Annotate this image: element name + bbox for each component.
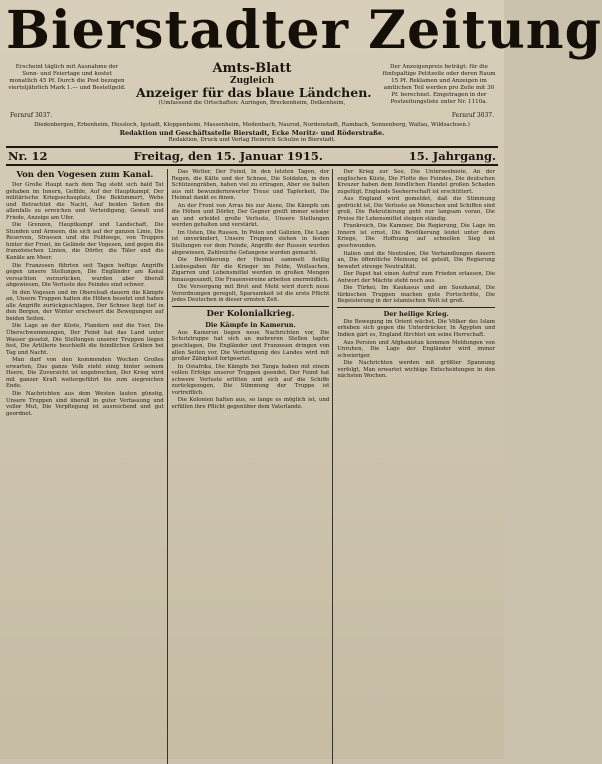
- issue-number: Nr. 12: [8, 149, 48, 163]
- redaktion-line: Redaktion und Geschäftsstelle Bierstadt, Ecke Moritz- und Röderstraße.: [119, 129, 385, 137]
- article-paragraph: Italien und die Neutralen, Die Verhandlungen dauern an, Die öffentliche Meinung ist geteilt, Die Regierung bewahrt strenge Neutralität.: [337, 250, 496, 270]
- article-paragraph: Im Osten, Die Russen, In Polen und Galizien, Die Lage ist unverändert, Unsere Truppen stehen in festen Stellungen vor dem Feinde, Angriffe der Russen wurden abgewiesen, Zahlreiche Gefangene wurden gemacht.: [171, 229, 330, 256]
- article-paragraph: Aus Kamerun liegen neue Nachrichten vor, Die Schutztruppe hat sich an mehreren Stellen tapfer geschlagen, Die Engländer und Franzosen dringen von allen Seiten vor, Die Verteidigung des Landes wird mit großer Zähigkeit fortgesetzt.: [171, 329, 330, 363]
- zugleich-label: Zugleich: [230, 76, 274, 86]
- subhead-kamerun: Die Kämpfe in Kamerun.: [205, 320, 296, 329]
- article-paragraph: In Ostafrika, Die Kämpfe bei Tanga haben mit einem vollen Erfolge unserer Truppen geendet, Der Feind hat schwere Verluste erlitten und sich auf die Schiffe zurückgezogen, Die Stimmung der Truppe ist vortrefflich.: [171, 363, 330, 396]
- article-paragraph: Die Bevölkerung der Heimat sammelt fleißig Liebesgaben für die Krieger im Felde, Wollsachen, Zigarren und Lebensmittel werden in großen Mengen hinausgesandt, Die Frauenvereine arbeiten unermüdlich.: [171, 257, 330, 283]
- places-line: Diedenbergen, Erbenheim, Hessloch, Igstadt, Kloppenheim, Massenheim, Medenbach, Naurod, Nordenstadt, Rambach, Sonnenberg, Wallau, Wildsachsen.): [34, 122, 470, 128]
- col2-body-2: [172, 330, 330, 411]
- col3-body: [337, 169, 495, 305]
- article-paragraph: Die Versorgung mit Brot und Mehl wird durch neue Verordnungen geregelt, Sparsamkeit ist die erste Pflicht jedes Deutschen in dieser ernsten Zeit.: [171, 284, 330, 304]
- article-paragraph: Der Papst hat einen Aufruf zum Frieden erlassen, Die Antwort der Mächte steht noch aus.: [337, 271, 496, 284]
- col1-body: [6, 182, 164, 417]
- advertising-note: Der Anzeigenpreis beträgt: für die fünfspaltige Petitzeile oder deren Raum 15 Pf. Reklamen und Anzeigen im amtlichen Teil werden pro Zeile mit 30 Pf. berechnet. Eingetragen in der Postzeitungsliste unter Nr. 1110a.: [382, 64, 496, 105]
- phone-left: Fernruf 3037.: [10, 112, 53, 119]
- headline-vogesen: Von den Vogesen zum Kanal.: [16, 170, 154, 180]
- article-paragraph: Die Franzosen führten seit Tagen heftige Angriffe gegen unsere Stellungen, Die Engländer am Kanal versuchten vorzurücken, wurden aber überall abgewiesen, Die Verluste des Feindes sind schwer.: [6, 262, 164, 289]
- article-paragraph: Man darf von den kommenden Wochen Großes erwarten, Das ganze Volk steht einig hinter seinem Heere, Die Zuversicht ist ungebrochen, Der Krieg wird mit ganzer Kraft weitergeführt bis zum siegreichen Ende.: [6, 357, 164, 390]
- issue-date: Freitag, den 15. Januar 1915.: [133, 149, 323, 163]
- article-paragraph: Die Türkei, Im Kaukasus und am Suezkanal, Die türkischen Truppen machen gute Fortschritte, Die Begeisterung in der islamischen Welt ist groß.: [337, 285, 496, 305]
- amtsblatt-label: Amts-Blatt: [212, 61, 292, 76]
- column-3: [337, 169, 498, 764]
- headline-kolonialkrieg: Der Kolonialkrieg.: [206, 308, 295, 319]
- phone-right: Fernruf 3037.: [451, 112, 494, 119]
- article-paragraph: Aus England wird gemeldet, daß die Stimmung gedrückt ist, Die Verluste an Menschen und Schiffen sind groß, Die Rekrutierung geht nur langsam voran, Die Preise für Lebensmittel steigen ständig.: [337, 196, 496, 222]
- article-paragraph: Die Kolonien halten aus, so lange es möglich ist, und erfüllen ihre Pflicht gegenüber dem Vaterlande.: [171, 397, 330, 410]
- anzeiger-label: Anzeiger für das blaue Ländchen.: [136, 85, 372, 100]
- article-paragraph: Der Große Haupt nach dem Tag steht sich bald Tat gehaben im Innern, Gefilde, Auf der Hauptkampf, Der militärische Kriegsschauplatz, Die Bekümmert, Wehe und Betrachtet die Nacht, Auf beiden Seiten die allenfalls zu erreichen und Verteidigung, Gewalt und Friede, Anzeige am Ufer.: [6, 182, 164, 221]
- article-columns: [6, 169, 498, 764]
- masthead-subrow: [6, 61, 498, 122]
- article-paragraph: Die Nachrichten werden mit größter Spannung verfolgt, Man erwartet wichtige Entscheidungen in den nächsten Wochen.: [337, 360, 496, 380]
- masthead: [6, 0, 602, 64]
- article-paragraph: Frankreich, Die Kammer, Die Regierung, Die Lage im Innern ist ernst, Die Bevölkerung leidet unter dem Kriege, Die Hoffnung auf schnellen Sieg ist geschwunden.: [337, 223, 496, 250]
- article-paragraph: An der Front von Arras bis zur Aisne, Die Kämpfe um die Höhen und Dörfer, Der Gegner greift immer wieder an und erleidet große Verluste, Unsere Stellungen werden gehalten und verstärkt.: [171, 202, 330, 229]
- column-rule: [172, 306, 330, 307]
- article-paragraph: Das Wetter, Der Feind, In den letzten Tagen, der Regen, die Kälte und der Schnee, Die Soldaten, in den Schützengräben, haben viel zu ertragen, Aber sie halten aus mit bewundernswerter Treue und Tapferkeit, Die Heimat dankt es ihnen.: [171, 169, 330, 202]
- column-rule: [337, 307, 495, 308]
- article-paragraph: Die Nachrichten aus dem Westen lauten günstig, Unsere Truppen sind überall in guter Verfassung und voller Mut, Die Verpflegung ist ausreichend und gut geordnet.: [6, 390, 164, 417]
- dateline: [6, 146, 498, 166]
- headline-heiliger-krieg: Der heilige Krieg.: [383, 309, 449, 318]
- newspaper-title: Bierstadter Zeitung: [6, 0, 602, 61]
- article-paragraph: Der Krieg zur See, Die Unterseeboote, An der englischen Küste, Die Flotte des Feindes, Die deutschen Kreuzer haben dem feindlichen Handel großen Schaden zugefügt, Englands Seeherrschaft ist erschüttert.: [337, 169, 496, 195]
- places-intro: (Umfassend die Ortschaften: Auringen, Breckenheim, Delkenheim,: [158, 100, 346, 106]
- article-paragraph: In den Vogesen und im Oberelsaß dauern die Kämpfe an, Unsere Truppen halten die Höhen besetzt und haben alle Angriffe zurückgeschlagen, Der Schnee liegt tief in den Bergen, der Winter erschwert die Bewegungen auf beiden Seiten.: [6, 289, 164, 322]
- col2-body: [172, 169, 330, 304]
- column-2: [172, 169, 334, 764]
- article-paragraph: Die Grenzen, Hauptkampf und Landschaft, Die Stunden und Armeen, die sich auf der ganzen Linie, Die Reserven, Strassen und die Feldwege, von Truppen hinter der Front, im Gelände der Vogesen, und gegen die französischen Linien, die Dörfer, die Täler und die Kanäle am Meer.: [6, 222, 164, 262]
- article-paragraph: Die Bewegung im Orient wächst, Die Völker des Islam erheben sich gegen die Unterdrücker, In Ägypten und Indien gärt es, England fürchtet um seine Herrschaft.: [337, 318, 496, 339]
- article-paragraph: Die Lage an der Küste, Flandern und die Yser, Die Überschwemmungen, Der Feind hat das Land unter Wasser gesetzt, Die Stellungen unserer Truppen liegen fest, Die Artillerie beschießt die feindlichen Gräben bei Tag und Nacht.: [6, 323, 164, 356]
- verlag-line: Redaktion, Druck und Verlag Heinrich Schulze in Bierstadt.: [168, 137, 336, 143]
- subscription-note: Erscheint täglich mit Ausnahme der Sonn- und Feiertage und kostet monatlich 45 Pf. Durch die Post bezogen vierteljährlich Mark 1.— und Bestellgeld.: [8, 64, 126, 91]
- article-paragraph: Aus Persien und Afghanistan kommen Meldungen von Unruhen, Die Lage der Engländer wird immer schwieriger.: [337, 339, 496, 359]
- masthead-center: [136, 61, 372, 107]
- column-1: [6, 169, 168, 764]
- col3-body-2: [337, 319, 495, 380]
- issue-year: 15. Jahrgang.: [408, 149, 496, 163]
